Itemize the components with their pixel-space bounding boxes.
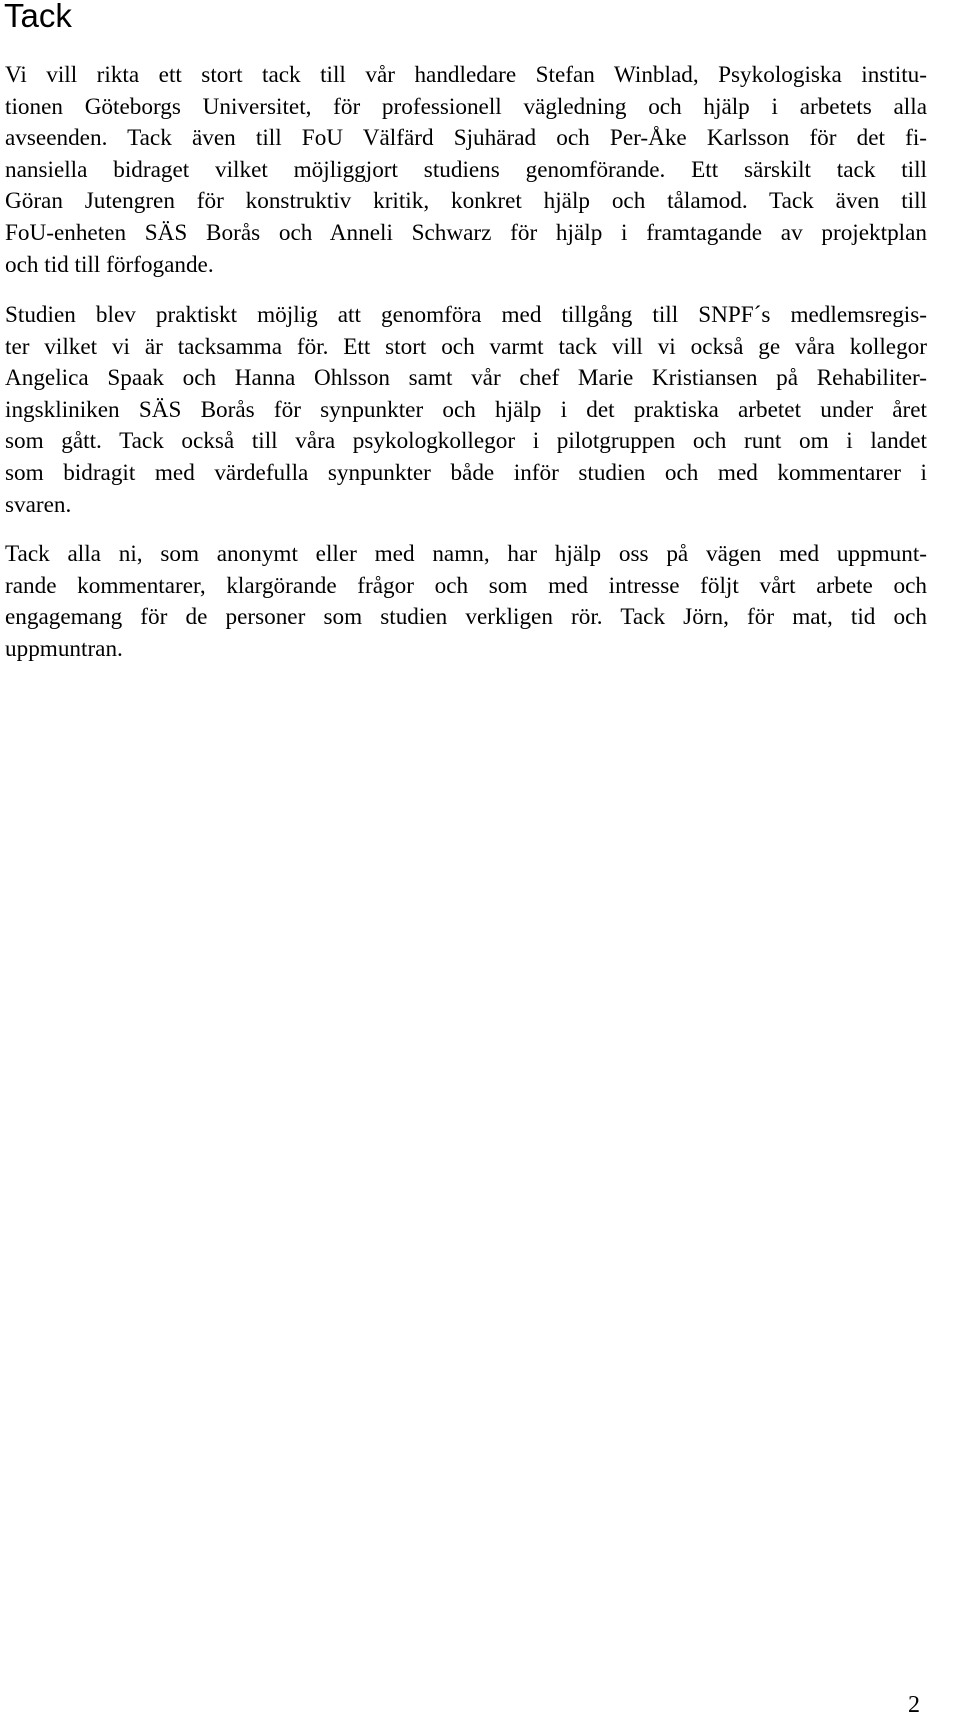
text-line: tionen Göteborgs Universitet, för professionell vägledning och hjälp i arbetets alla	[5, 93, 927, 120]
text-line: avseenden. Tack även till FoU Välfärd Sjuhärad och Per-Åke Karlsson för det fi-	[5, 125, 927, 152]
text-line: som bidragit med värdefulla synpunkter både inför studien och med kommentarer i	[5, 459, 927, 486]
text-line: Tack alla ni, som anonymt eller med namn, har hjälp oss på vägen med uppmunt-	[5, 541, 927, 567]
text-line: som gått. Tack också till våra psykologkollegor i pilotgruppen och runt om i landet	[5, 428, 927, 455]
text-line: rande kommentarer, klargörande frågor och som med intresse följt vårt arbete och	[5, 572, 927, 599]
text-line: ter vilket vi är tacksamma för. Ett stort och varmt tack vill vi också ge våra kollegor	[5, 333, 927, 360]
text-line: ingskliniken SÄS Borås för synpunkter och hjälp i det praktiska arbetet under året	[5, 396, 927, 423]
text-line: FoU-enheten SÄS Borås och Anneli Schwarz för hjälp i framtagande av projektplan	[5, 219, 927, 246]
text-line: och tid till förfogande.	[5, 251, 214, 278]
text-line: uppmuntran.	[5, 635, 123, 662]
page-title: Tack	[4, 0, 72, 34]
text-line: Vi vill rikta ett stort tack till vår handledare Stefan Winblad, Psykologiska institu-	[5, 62, 927, 88]
paragraph-acknowledgement-others	[5, 539, 927, 665]
text-line: Angelica Spaak och Hanna Ohlsson samt vår chef Marie Kristiansen på Rehabiliter-	[5, 365, 927, 392]
page-number: 2	[908, 1692, 920, 1718]
text-line: svaren.	[5, 491, 72, 518]
text-line: Göran Jutengren för konstruktiv kritik, konkret hjälp och tålamod. Tack även till	[5, 188, 927, 215]
paragraph-acknowledgement-supervisors	[5, 60, 927, 281]
text-line: Studien blev praktiskt möjlig att genomföra med tillgång till SNPF´s medlemsregis-	[5, 302, 927, 328]
paragraph-acknowledgement-colleagues	[5, 300, 927, 521]
text-line: nansiella bidraget vilket möjliggjort studiens genomförande. Ett särskilt tack till	[5, 156, 927, 183]
text-line: engagemang för de personer som studien verkligen rör. Tack Jörn, för mat, tid och	[5, 604, 927, 631]
